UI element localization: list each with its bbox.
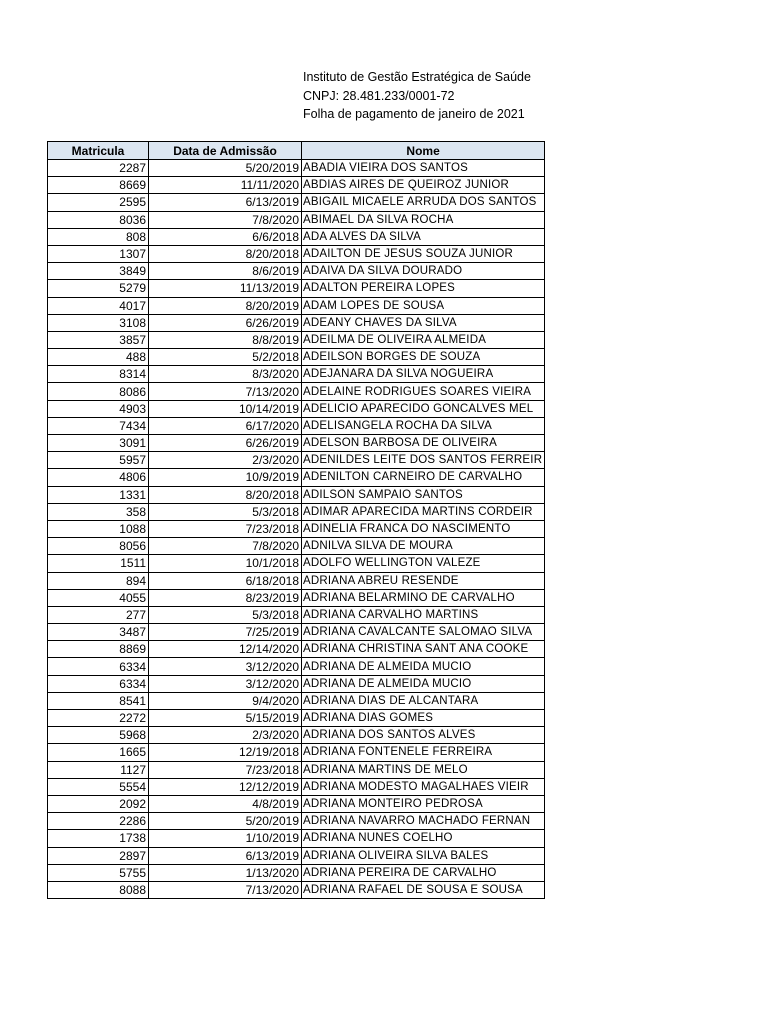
table-row — [48, 624, 545, 641]
matricula-cell: 2897 — [48, 847, 149, 864]
name-cell: ADELICIO APARECIDO GONCALVES MEL — [302, 400, 545, 417]
matricula-cell: 6334 — [48, 658, 149, 675]
table-row — [48, 314, 545, 331]
matricula-cell: 1088 — [48, 520, 149, 537]
admission-date-cell: 1/13/2020 — [149, 864, 302, 881]
admission-date-cell: 7/13/2020 — [149, 383, 302, 400]
admission-date-cell: 8/20/2018 — [149, 245, 302, 262]
matricula-cell: 2287 — [48, 160, 149, 177]
admission-date-cell: 12/14/2020 — [149, 641, 302, 658]
name-cell: ADAIVA DA SILVA DOURADO — [302, 263, 545, 280]
matricula-cell: 1127 — [48, 761, 149, 778]
name-cell: ADRIANA CARVALHO MARTINS — [302, 606, 545, 623]
column-header-matricula: Matricula — [48, 142, 149, 160]
admission-date-cell: 5/3/2018 — [149, 606, 302, 623]
cnpj-line: CNPJ: 28.481.233/0001-72 — [303, 88, 455, 103]
name-cell: ADRIANA DE ALMEIDA MUCIO — [302, 675, 545, 692]
table-row — [48, 727, 545, 744]
name-cell: ADENILDES LEITE DOS SANTOS FERREIR — [302, 452, 545, 469]
table-row — [48, 160, 545, 177]
name-cell: ADRIANA DIAS DE ALCANTARA — [302, 692, 545, 709]
admission-date-cell: 7/8/2020 — [149, 211, 302, 228]
admission-date-cell: 10/14/2019 — [149, 400, 302, 417]
matricula-cell: 8086 — [48, 383, 149, 400]
name-cell: ADRIANA NUNES COELHO — [302, 830, 545, 847]
admission-date-cell: 7/23/2018 — [149, 520, 302, 537]
name-cell: ABADIA VIEIRA DOS SANTOS — [302, 160, 545, 177]
table-row — [48, 417, 545, 434]
institution-name: Instituto de Gestão Estratégica de Saúde — [303, 70, 531, 84]
matricula-cell: 3091 — [48, 435, 149, 452]
admission-date-cell: 6/18/2018 — [149, 572, 302, 589]
matricula-cell: 808 — [48, 228, 149, 245]
admission-date-cell: 11/11/2020 — [149, 177, 302, 194]
table-row — [48, 486, 545, 503]
name-cell: ABIMAEL DA SILVA ROCHA — [302, 211, 545, 228]
matricula-cell: 358 — [48, 503, 149, 520]
name-cell: ADAILTON DE JESUS SOUZA JUNIOR — [302, 245, 545, 262]
table-row — [48, 692, 545, 709]
admission-date-cell: 6/13/2019 — [149, 194, 302, 211]
table-row — [48, 400, 545, 417]
name-cell: ADRIANA PEREIRA DE CARVALHO — [302, 864, 545, 881]
table-row — [48, 795, 545, 812]
matricula-cell: 5968 — [48, 727, 149, 744]
admission-date-cell: 4/8/2019 — [149, 795, 302, 812]
matricula-cell: 4017 — [48, 297, 149, 314]
admission-date-cell: 5/15/2019 — [149, 710, 302, 727]
name-cell: ADELISANGELA ROCHA DA SILVA — [302, 417, 545, 434]
matricula-cell: 8669 — [48, 177, 149, 194]
name-cell: ADRIANA RAFAEL DE SOUSA E SOUSA — [302, 881, 545, 898]
matricula-cell: 3487 — [48, 624, 149, 641]
admission-date-cell: 3/12/2020 — [149, 675, 302, 692]
table-row — [48, 606, 545, 623]
admission-date-cell: 5/20/2019 — [149, 813, 302, 830]
table-row — [48, 297, 545, 314]
document-header — [303, 68, 533, 124]
name-cell: ADRIANA MARTINS DE MELO — [302, 761, 545, 778]
name-cell: ADRIANA CHRISTINA SANT ANA COOKE — [302, 641, 545, 658]
column-header-data-admissao: Data de Admissão — [149, 142, 302, 160]
admission-date-cell: 8/8/2019 — [149, 331, 302, 348]
admission-date-cell: 10/9/2019 — [149, 469, 302, 486]
matricula-cell: 6334 — [48, 675, 149, 692]
admission-date-cell: 8/6/2019 — [149, 263, 302, 280]
admission-date-cell: 8/3/2020 — [149, 366, 302, 383]
name-cell: ADEILMA DE OLIVEIRA ALMEIDA — [302, 331, 545, 348]
matricula-cell: 2272 — [48, 710, 149, 727]
table-row — [48, 555, 545, 572]
table-header-row — [48, 142, 545, 160]
table-row — [48, 228, 545, 245]
matricula-cell: 5279 — [48, 280, 149, 297]
admission-date-cell: 11/13/2019 — [149, 280, 302, 297]
matricula-cell: 5554 — [48, 778, 149, 795]
table-row — [48, 847, 545, 864]
table-row — [48, 177, 545, 194]
name-cell: ABIGAIL MICAELE ARRUDA DOS SANTOS — [302, 194, 545, 211]
admission-date-cell: 10/1/2018 — [149, 555, 302, 572]
table-row — [48, 658, 545, 675]
admission-date-cell: 5/3/2018 — [149, 503, 302, 520]
name-cell: ADRIANA DE ALMEIDA MUCIO — [302, 658, 545, 675]
table-row — [48, 194, 545, 211]
table-row — [48, 331, 545, 348]
name-cell: ADRIANA DOS SANTOS ALVES — [302, 727, 545, 744]
name-cell: ADRIANA FONTENELE FERREIRA — [302, 744, 545, 761]
table-row — [48, 469, 545, 486]
name-cell: ADALTON PEREIRA LOPES — [302, 280, 545, 297]
name-cell: ADENILTON CARNEIRO DE CARVALHO — [302, 469, 545, 486]
table-row — [48, 589, 545, 606]
matricula-cell: 8088 — [48, 881, 149, 898]
table-row — [48, 744, 545, 761]
table-row — [48, 761, 545, 778]
matricula-cell: 1307 — [48, 245, 149, 262]
matricula-cell: 5957 — [48, 452, 149, 469]
table-row — [48, 881, 545, 898]
table-row — [48, 503, 545, 520]
matricula-cell: 3857 — [48, 331, 149, 348]
admission-date-cell: 1/10/2019 — [149, 830, 302, 847]
admission-date-cell: 7/23/2018 — [149, 761, 302, 778]
admission-date-cell: 2/3/2020 — [149, 727, 302, 744]
table-row — [48, 263, 545, 280]
admission-date-cell: 7/13/2020 — [149, 881, 302, 898]
matricula-cell: 3849 — [48, 263, 149, 280]
admission-date-cell: 8/20/2018 — [149, 486, 302, 503]
name-cell: ADEJANARA DA SILVA NOGUEIRA — [302, 366, 545, 383]
matricula-cell: 2286 — [48, 813, 149, 830]
table-row — [48, 813, 545, 830]
table-row — [48, 675, 545, 692]
admission-date-cell: 6/13/2019 — [149, 847, 302, 864]
admission-date-cell: 5/2/2018 — [149, 349, 302, 366]
name-cell: ADRIANA CAVALCANTE SALOMAO SILVA — [302, 624, 545, 641]
admission-date-cell: 9/4/2020 — [149, 692, 302, 709]
matricula-cell: 277 — [48, 606, 149, 623]
name-cell: ADRIANA DIAS GOMES — [302, 710, 545, 727]
name-cell: ADAM LOPES DE SOUSA — [302, 297, 545, 314]
admission-date-cell: 7/25/2019 — [149, 624, 302, 641]
admission-date-cell: 6/17/2020 — [149, 417, 302, 434]
matricula-cell: 7434 — [48, 417, 149, 434]
name-cell: ADEILSON BORGES DE SOUZA — [302, 349, 545, 366]
table-row — [48, 520, 545, 537]
table-row — [48, 383, 545, 400]
name-cell: ADRIANA BELARMINO DE CARVALHO — [302, 589, 545, 606]
payroll-title: Folha de pagamento de janeiro de 2021 — [303, 107, 525, 121]
table-row — [48, 280, 545, 297]
table-row — [48, 572, 545, 589]
table-row — [48, 778, 545, 795]
matricula-cell: 8036 — [48, 211, 149, 228]
column-header-nome: Nome — [302, 142, 545, 160]
admission-date-cell: 6/6/2018 — [149, 228, 302, 245]
name-cell: ADELAINE RODRIGUES SOARES VIEIRA — [302, 383, 545, 400]
admission-date-cell: 3/12/2020 — [149, 658, 302, 675]
table-row — [48, 211, 545, 228]
name-cell: ADINELIA FRANCA DO NASCIMENTO — [302, 520, 545, 537]
admission-date-cell: 6/26/2019 — [149, 435, 302, 452]
matricula-cell: 8056 — [48, 538, 149, 555]
name-cell: ADNILVA SILVA DE MOURA — [302, 538, 545, 555]
table-row — [48, 830, 545, 847]
matricula-cell: 8314 — [48, 366, 149, 383]
matricula-cell: 8869 — [48, 641, 149, 658]
name-cell: ADRIANA MONTEIRO PEDROSA — [302, 795, 545, 812]
matricula-cell: 1331 — [48, 486, 149, 503]
table-row — [48, 452, 545, 469]
admission-date-cell: 12/19/2018 — [149, 744, 302, 761]
matricula-cell: 8541 — [48, 692, 149, 709]
matricula-cell: 3108 — [48, 314, 149, 331]
table-row — [48, 435, 545, 452]
name-cell: ADELSON BARBOSA DE OLIVEIRA — [302, 435, 545, 452]
matricula-cell: 4903 — [48, 400, 149, 417]
name-cell: ADA ALVES DA SILVA — [302, 228, 545, 245]
matricula-cell: 1511 — [48, 555, 149, 572]
matricula-cell: 4806 — [48, 469, 149, 486]
name-cell: ADRIANA MODESTO MAGALHAES VIEIR — [302, 778, 545, 795]
admission-date-cell: 8/23/2019 — [149, 589, 302, 606]
name-cell: ADILSON SAMPAIO SANTOS — [302, 486, 545, 503]
matricula-cell: 894 — [48, 572, 149, 589]
table-row — [48, 710, 545, 727]
table-row — [48, 538, 545, 555]
admission-date-cell: 2/3/2020 — [149, 452, 302, 469]
table-row — [48, 366, 545, 383]
name-cell: ADIMAR APARECIDA MARTINS CORDEIR — [302, 503, 545, 520]
name-cell: ADRIANA ABREU RESENDE — [302, 572, 545, 589]
matricula-cell: 2092 — [48, 795, 149, 812]
admission-date-cell: 6/26/2019 — [149, 314, 302, 331]
admission-date-cell: 7/8/2020 — [149, 538, 302, 555]
admission-date-cell: 5/20/2019 — [149, 160, 302, 177]
name-cell: ADRIANA NAVARRO MACHADO FERNAN — [302, 813, 545, 830]
table-row — [48, 349, 545, 366]
matricula-cell: 4055 — [48, 589, 149, 606]
admission-date-cell: 12/12/2019 — [149, 778, 302, 795]
matricula-cell: 1738 — [48, 830, 149, 847]
table-row — [48, 641, 545, 658]
table-row — [48, 864, 545, 881]
name-cell: ABDIAS AIRES DE QUEIROZ JUNIOR — [302, 177, 545, 194]
matricula-cell: 2595 — [48, 194, 149, 211]
matricula-cell: 488 — [48, 349, 149, 366]
matricula-cell: 1665 — [48, 744, 149, 761]
name-cell: ADEANY CHAVES DA SILVA — [302, 314, 545, 331]
table-row — [48, 245, 545, 262]
name-cell: ADRIANA OLIVEIRA SILVA BALES — [302, 847, 545, 864]
matricula-cell: 5755 — [48, 864, 149, 881]
admission-date-cell: 8/20/2019 — [149, 297, 302, 314]
payroll-table — [47, 141, 545, 899]
name-cell: ADOLFO WELLINGTON VALEZE — [302, 555, 545, 572]
